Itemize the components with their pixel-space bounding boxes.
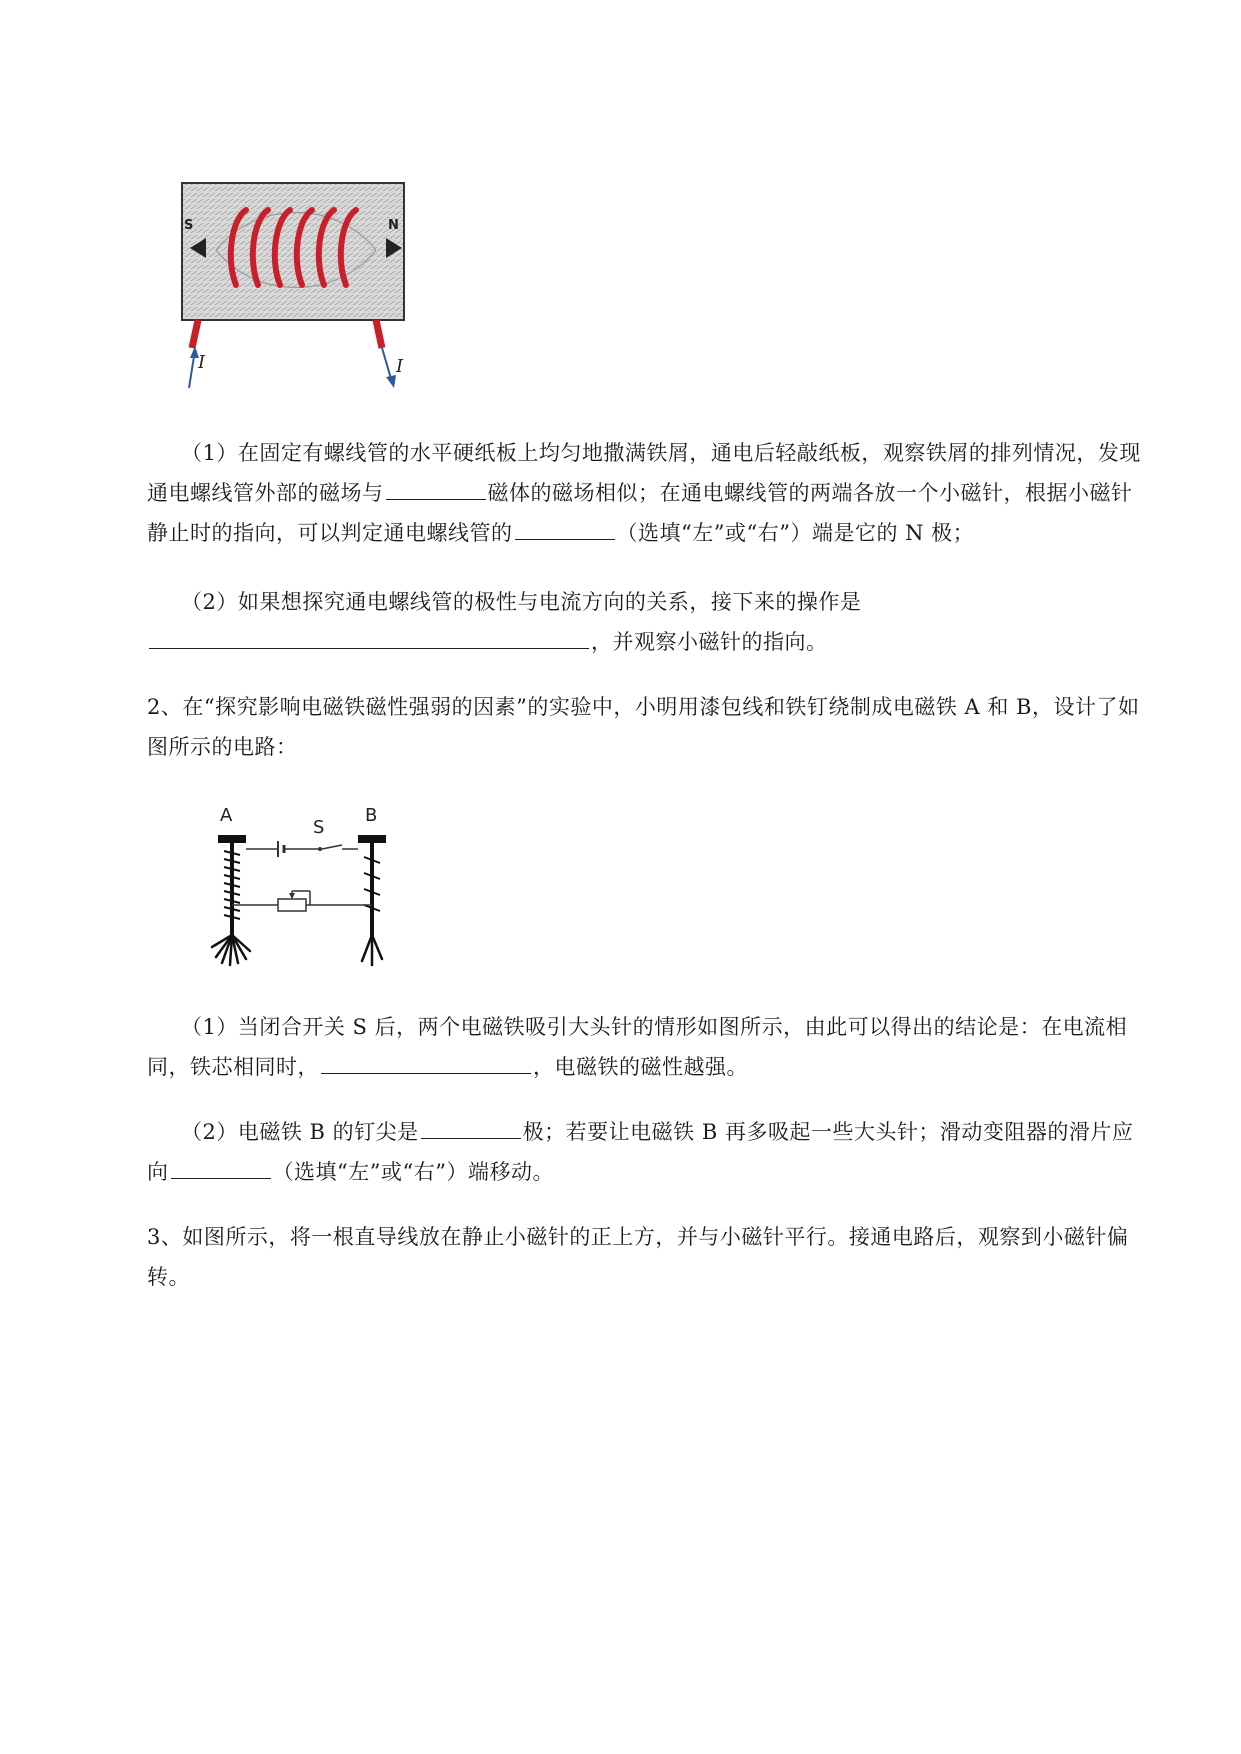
- q2-part1-paragraph: [147, 1007, 1152, 1087]
- q2-blank-direction[interactable]: [171, 1154, 271, 1179]
- q2-part1-text-b: ，电磁铁的磁性越强。: [533, 1055, 748, 1079]
- q1-blank-magnet-type[interactable]: [386, 475, 486, 500]
- q2-part2-paragraph: [147, 1112, 1152, 1192]
- n-pole-label: N: [388, 218, 399, 233]
- q2-part1-text-a: （1）当闭合开关 S 后，两个电磁铁吸引大头针的情形如图所示，由此可以得出的结论是：在电流相同，铁芯相同时，: [147, 1015, 1128, 1079]
- q1-part2-text-a: （2）如果想探究通电螺线管的极性与电流方向的关系，接下来的操作是: [181, 590, 862, 614]
- q2-part2-text-c: （选填“左”或“右”）端移动。: [272, 1160, 554, 1184]
- q1-part1-text-a: （1）在固定有螺线管的水平硬纸板上均匀地撒满铁屑，通电后轻敲纸板，观察铁屑的排列情况，发现通电螺线管外部的磁场与: [147, 441, 1141, 505]
- switch-s-label: S: [313, 817, 325, 838]
- q2-blank-conclusion[interactable]: [321, 1049, 531, 1074]
- s-pole-label: S: [184, 218, 194, 233]
- current-label-left: I: [198, 352, 206, 373]
- solenoid-image: [176, 180, 416, 390]
- electromagnet-a-label: A: [220, 805, 233, 826]
- q2-part2-text-a: （2）电磁铁 B 的钉尖是: [181, 1120, 419, 1144]
- q1-blank-pole-side[interactable]: [515, 515, 615, 540]
- q1-part1-paragraph: [147, 433, 1152, 553]
- current-label-right: I: [396, 356, 404, 377]
- q1-part1-text-b: 磁体的磁场相似；在通电螺线管的两端各放一个小磁针，根据小磁针静止时的指向，可以判定通电螺线管的: [147, 481, 1133, 545]
- q1-part2-paragraph: [147, 582, 1152, 662]
- q2-intro-text: 2、在“探究影响电磁铁磁性强弱的因素”的实验中，小明用漆包线和铁钉绕制成电磁铁 A 和 B，设计了如图所示的电路：: [147, 695, 1140, 759]
- solenoid-figure: [176, 180, 416, 390]
- circuit-diagram: [210, 805, 400, 970]
- q1-part2-text-b: ，并观察小磁针的指向。: [591, 630, 828, 654]
- q1-blank-operation[interactable]: [149, 624, 589, 649]
- electromagnet-circuit-figure: [210, 805, 400, 970]
- electromagnet-b-label: B: [365, 805, 378, 826]
- q2-part2-text-b: 极；若要让电磁铁 B 再多吸起一些大头针；滑动变阻器的滑片应向: [147, 1120, 1134, 1184]
- q3-intro-paragraph: [147, 1217, 1152, 1297]
- q2-intro-paragraph: [147, 687, 1152, 767]
- q3-intro-text: 3、如图所示，将一根直导线放在静止小磁针的正上方，并与小磁针平行。接通电路后，观察到小磁针偏转。: [147, 1225, 1129, 1289]
- q2-blank-pole[interactable]: [421, 1114, 521, 1139]
- q1-part1-text-c: （选填“左”或“右”）端是它的 N 极；: [616, 521, 975, 545]
